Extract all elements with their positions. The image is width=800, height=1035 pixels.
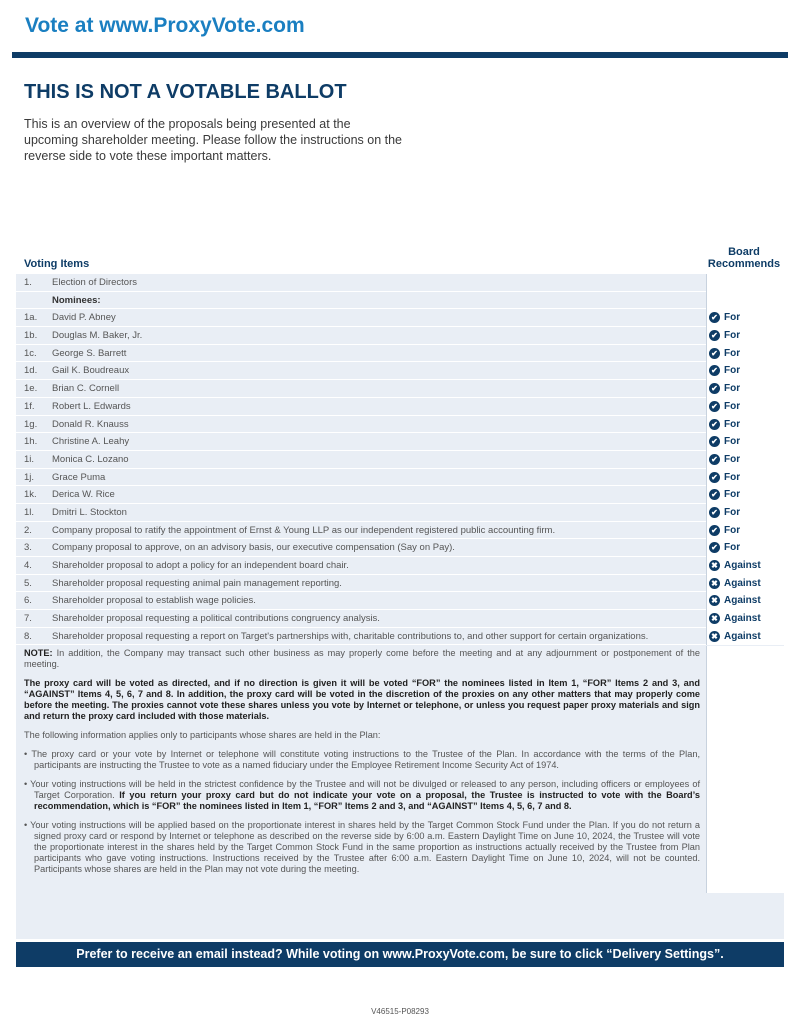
check-circle-icon: ✔ xyxy=(709,489,720,500)
table-row xyxy=(16,345,784,363)
table-row xyxy=(16,592,784,610)
item-text: Shareholder proposal requesting a report on Target's partnerships with, charitable contributions to, and other support for certain organizations. xyxy=(52,630,649,642)
check-circle-icon: ✔ xyxy=(709,348,720,359)
item-text: Christine A. Leahy xyxy=(52,436,130,448)
board-heading-line2: Recommends xyxy=(707,258,781,270)
item-text: Company proposal to ratify the appointment of Ernst & Young LLP as our independent registered public accounting firm. xyxy=(52,524,556,536)
item-number: 1f. xyxy=(24,400,35,412)
notes-recommend-column xyxy=(706,646,785,893)
table-row xyxy=(16,522,784,540)
recommendation-label: Against xyxy=(724,577,761,589)
check-circle-icon: ✔ xyxy=(709,436,720,447)
intro-text: This is an overview of the proposals being presented at the upcoming shareholder meeting. Please follow the instructions on the reverse side to vote these important matters. xyxy=(24,117,402,163)
board-recommendation xyxy=(706,610,784,628)
recommendation-label: For xyxy=(724,506,741,518)
x-circle-icon: ✖ xyxy=(709,613,720,624)
plan-intro: The following information applies only to participants whose shares are held in the Plan: xyxy=(24,730,381,740)
board-recommendation xyxy=(706,557,784,575)
note-text: In addition, the Company may transact such other business as may properly come before the meeting and at any adjournment or postponement of the meeting. xyxy=(24,648,700,669)
item-number: 1a. xyxy=(24,312,38,324)
item-text: Monica C. Lozano xyxy=(52,453,129,465)
board-recommendation xyxy=(706,380,784,398)
x-circle-icon: ✖ xyxy=(709,578,720,589)
plan-bullet-3: • Your voting instructions will be applied based on the proportionate interest in shares held by the Target Common Stock Fund under the Plan. If you do not return a signed proxy card or respond by Internet or telephone as described on the reverse side by 6:00 a.m. Eastern Daylight Time on June 10, 2024, the Trustee will vote the proportionate interest in the shares held by the Target Common Stock Fund in the same proportion as instructions actually received by the Trustee from Plan participants who gave voting instructions. Instructions received by the Trustee after 6:00 a.m. Eastern Daylight Time on June 10, 2024, will not be counted. Participants whose shares are held in the Plan may not vote during the meeting. xyxy=(24,820,700,874)
voting-items-table xyxy=(16,274,784,645)
item-number: 1i. xyxy=(24,453,35,465)
note-label: NOTE: xyxy=(24,648,53,658)
table-row xyxy=(16,539,784,557)
item-text: Douglas M. Baker, Jr. xyxy=(52,330,143,342)
check-circle-icon: ✔ xyxy=(709,472,720,483)
recommendation-label: For xyxy=(724,365,741,377)
recommendation-label: Against xyxy=(724,595,761,607)
board-recommendation xyxy=(706,398,784,416)
item-text: David P. Abney xyxy=(52,312,116,324)
check-circle-icon: ✔ xyxy=(709,383,720,394)
item-number: 2. xyxy=(24,524,32,536)
item-text: Brian C. Cornell xyxy=(52,383,120,395)
recommendation-label: For xyxy=(724,542,741,554)
table-row xyxy=(16,416,784,434)
recommendation-label: For xyxy=(724,418,741,430)
recommendation-label: For xyxy=(724,524,741,536)
item-text: Robert L. Edwards xyxy=(52,400,131,412)
recommendation-label: Against xyxy=(724,560,761,571)
board-recommendation xyxy=(706,362,784,380)
check-circle-icon: ✔ xyxy=(709,330,720,341)
table-row xyxy=(16,486,784,504)
item-number: 4. xyxy=(24,560,32,571)
table-row xyxy=(16,610,784,628)
proxy-instructions: The proxy card will be voted as directed, and if no direction is given it will be voted “FOR” the nominees listed in Item 1, “FOR” Items 2 and 3, and “AGAINST” Items 4, 5, 6, 7 and 8. In addition, the proxy card will be voted in the discretion of the proxies on any other matters that may properly come before the meeting. The proxies cannot vote these shares unless you vote by Internet or telephone, or unless you request paper proxy materials and sign and return the proxy card included with those materials. xyxy=(24,678,700,721)
page-title: THIS IS NOT A VOTABLE BALLOT xyxy=(24,81,347,103)
recommendation-label: For xyxy=(724,453,741,465)
item-number: 1d. xyxy=(24,365,38,377)
check-circle-icon: ✔ xyxy=(709,419,720,430)
item-text: Nominees: xyxy=(52,294,101,306)
board-recommendation xyxy=(706,416,784,434)
board-recommendation xyxy=(706,504,784,522)
document-code: V46515-P08293 xyxy=(371,1007,429,1016)
table-row xyxy=(16,274,784,292)
board-recommendation xyxy=(706,274,784,292)
board-recommendation xyxy=(706,628,784,646)
board-recommends-heading xyxy=(706,246,782,270)
table-row xyxy=(16,557,784,575)
item-text: Company proposal to approve, on an advisory basis, our executive compensation (Say on Pay). xyxy=(52,542,455,554)
plan-bullet-1: • The proxy card or your vote by Internet or telephone will constitute voting instructions to the Trustee of the Plan. In accordance with the terms of the Plan, participants are instructing the Trustee to vote as a named fiduciary under the Employee Retirement Income Security Act of 1974. xyxy=(24,749,700,770)
item-number: 8. xyxy=(24,630,32,642)
item-text: Dmitri L. Stockton xyxy=(52,506,127,518)
header-proxyvote-url[interactable]: Vote at www.ProxyVote.com xyxy=(25,14,305,37)
note-paragraph xyxy=(24,648,700,670)
item-number: 1e. xyxy=(24,383,38,395)
table-row xyxy=(16,362,784,380)
item-text: Shareholder proposal requesting a political contributions congruency analysis. xyxy=(52,613,380,625)
item-text: Election of Directors xyxy=(52,277,138,288)
voting-items-heading: Voting Items xyxy=(24,258,90,270)
table-row xyxy=(16,451,784,469)
board-recommendation xyxy=(706,592,784,610)
item-number: 1b. xyxy=(24,330,38,342)
item-number: 7. xyxy=(24,613,32,625)
board-recommendation xyxy=(706,469,784,487)
item-number: 1l. xyxy=(24,506,35,518)
check-circle-icon: ✔ xyxy=(709,401,720,412)
item-number: 1h. xyxy=(24,436,38,448)
plan-bullet-2 xyxy=(24,779,700,812)
board-recommendation xyxy=(706,575,784,593)
recommendation-label: For xyxy=(724,330,741,342)
table-row xyxy=(16,469,784,487)
item-text: Donald R. Knauss xyxy=(52,418,129,430)
table-row xyxy=(16,628,784,646)
recommendation-label: For xyxy=(724,471,741,483)
board-recommendation xyxy=(706,486,784,504)
item-text: Shareholder proposal to adopt a policy for an independent board chair. xyxy=(52,560,349,571)
item-number: 5. xyxy=(24,577,32,589)
recommendation-label: For xyxy=(724,312,741,324)
recommendation-label: For xyxy=(724,383,741,395)
item-text: Derica W. Rice xyxy=(52,489,115,501)
notes-section xyxy=(24,648,700,883)
board-recommendation xyxy=(706,539,784,557)
item-number: 1k. xyxy=(24,489,37,501)
item-number: 1g. xyxy=(24,418,38,430)
table-row xyxy=(16,327,784,345)
item-text: Shareholder proposal requesting animal pain management reporting. xyxy=(52,577,342,589)
table-row xyxy=(16,575,784,593)
item-text: Shareholder proposal to establish wage policies. xyxy=(52,595,256,607)
x-circle-icon: ✖ xyxy=(709,595,720,606)
check-circle-icon: ✔ xyxy=(709,525,720,536)
delivery-settings-banner: Prefer to receive an email instead? While voting on www.ProxyVote.com, be sure to click “Delivery Settings”. xyxy=(16,942,784,967)
item-number: 1c. xyxy=(24,347,37,359)
item-number: 1. xyxy=(24,277,32,288)
recommendation-label: For xyxy=(724,347,741,359)
board-recommendation xyxy=(706,309,784,327)
check-circle-icon: ✔ xyxy=(709,507,720,518)
recommendation-label: For xyxy=(724,400,741,412)
recommendation-label: Against xyxy=(724,613,761,625)
check-circle-icon: ✔ xyxy=(709,454,720,465)
check-circle-icon: ✔ xyxy=(709,312,720,323)
item-text: Gail K. Boudreaux xyxy=(52,365,130,377)
item-number: 1j. xyxy=(24,471,35,483)
recommendation-label: For xyxy=(724,436,741,448)
table-row xyxy=(16,433,784,451)
item-number: 3. xyxy=(24,542,32,554)
board-recommendation xyxy=(706,345,784,363)
check-circle-icon: ✔ xyxy=(709,365,720,376)
header-divider-bar xyxy=(12,52,788,58)
x-circle-icon: ✖ xyxy=(709,560,720,571)
board-heading-line1: Board xyxy=(728,246,760,258)
table-row xyxy=(16,380,784,398)
board-recommendation xyxy=(706,522,784,540)
plan-bullet-2-plain: • Your voting instructions will be held in the strictest confidence by the Trustee and will not be divulged or released to any person, including officers or employees of Target Corporation. xyxy=(24,779,700,800)
plan-bullet-2-bold: If you return your proxy card but do not indicate your vote on a proposal, the Trustee is instructed to vote with the Board’s recommendation, which is “FOR” the nominees listed in Item 1, “FOR” Items 2 and 3, and “AGAINST” Items 4, 5, 6, 7 and 8. xyxy=(34,790,700,811)
item-text: George S. Barrett xyxy=(52,347,127,359)
x-circle-icon: ✖ xyxy=(709,631,720,642)
board-recommendation xyxy=(706,292,784,310)
table-row xyxy=(16,504,784,522)
item-number: 6. xyxy=(24,595,32,607)
recommendation-label: Against xyxy=(724,630,761,642)
board-recommendation xyxy=(706,433,784,451)
check-circle-icon: ✔ xyxy=(709,542,720,553)
table-row xyxy=(16,292,784,310)
table-row xyxy=(16,309,784,327)
board-recommendation xyxy=(706,451,784,469)
table-row xyxy=(16,398,784,416)
board-recommendation xyxy=(706,327,784,345)
item-text: Grace Puma xyxy=(52,471,106,483)
recommendation-label: For xyxy=(724,489,741,501)
